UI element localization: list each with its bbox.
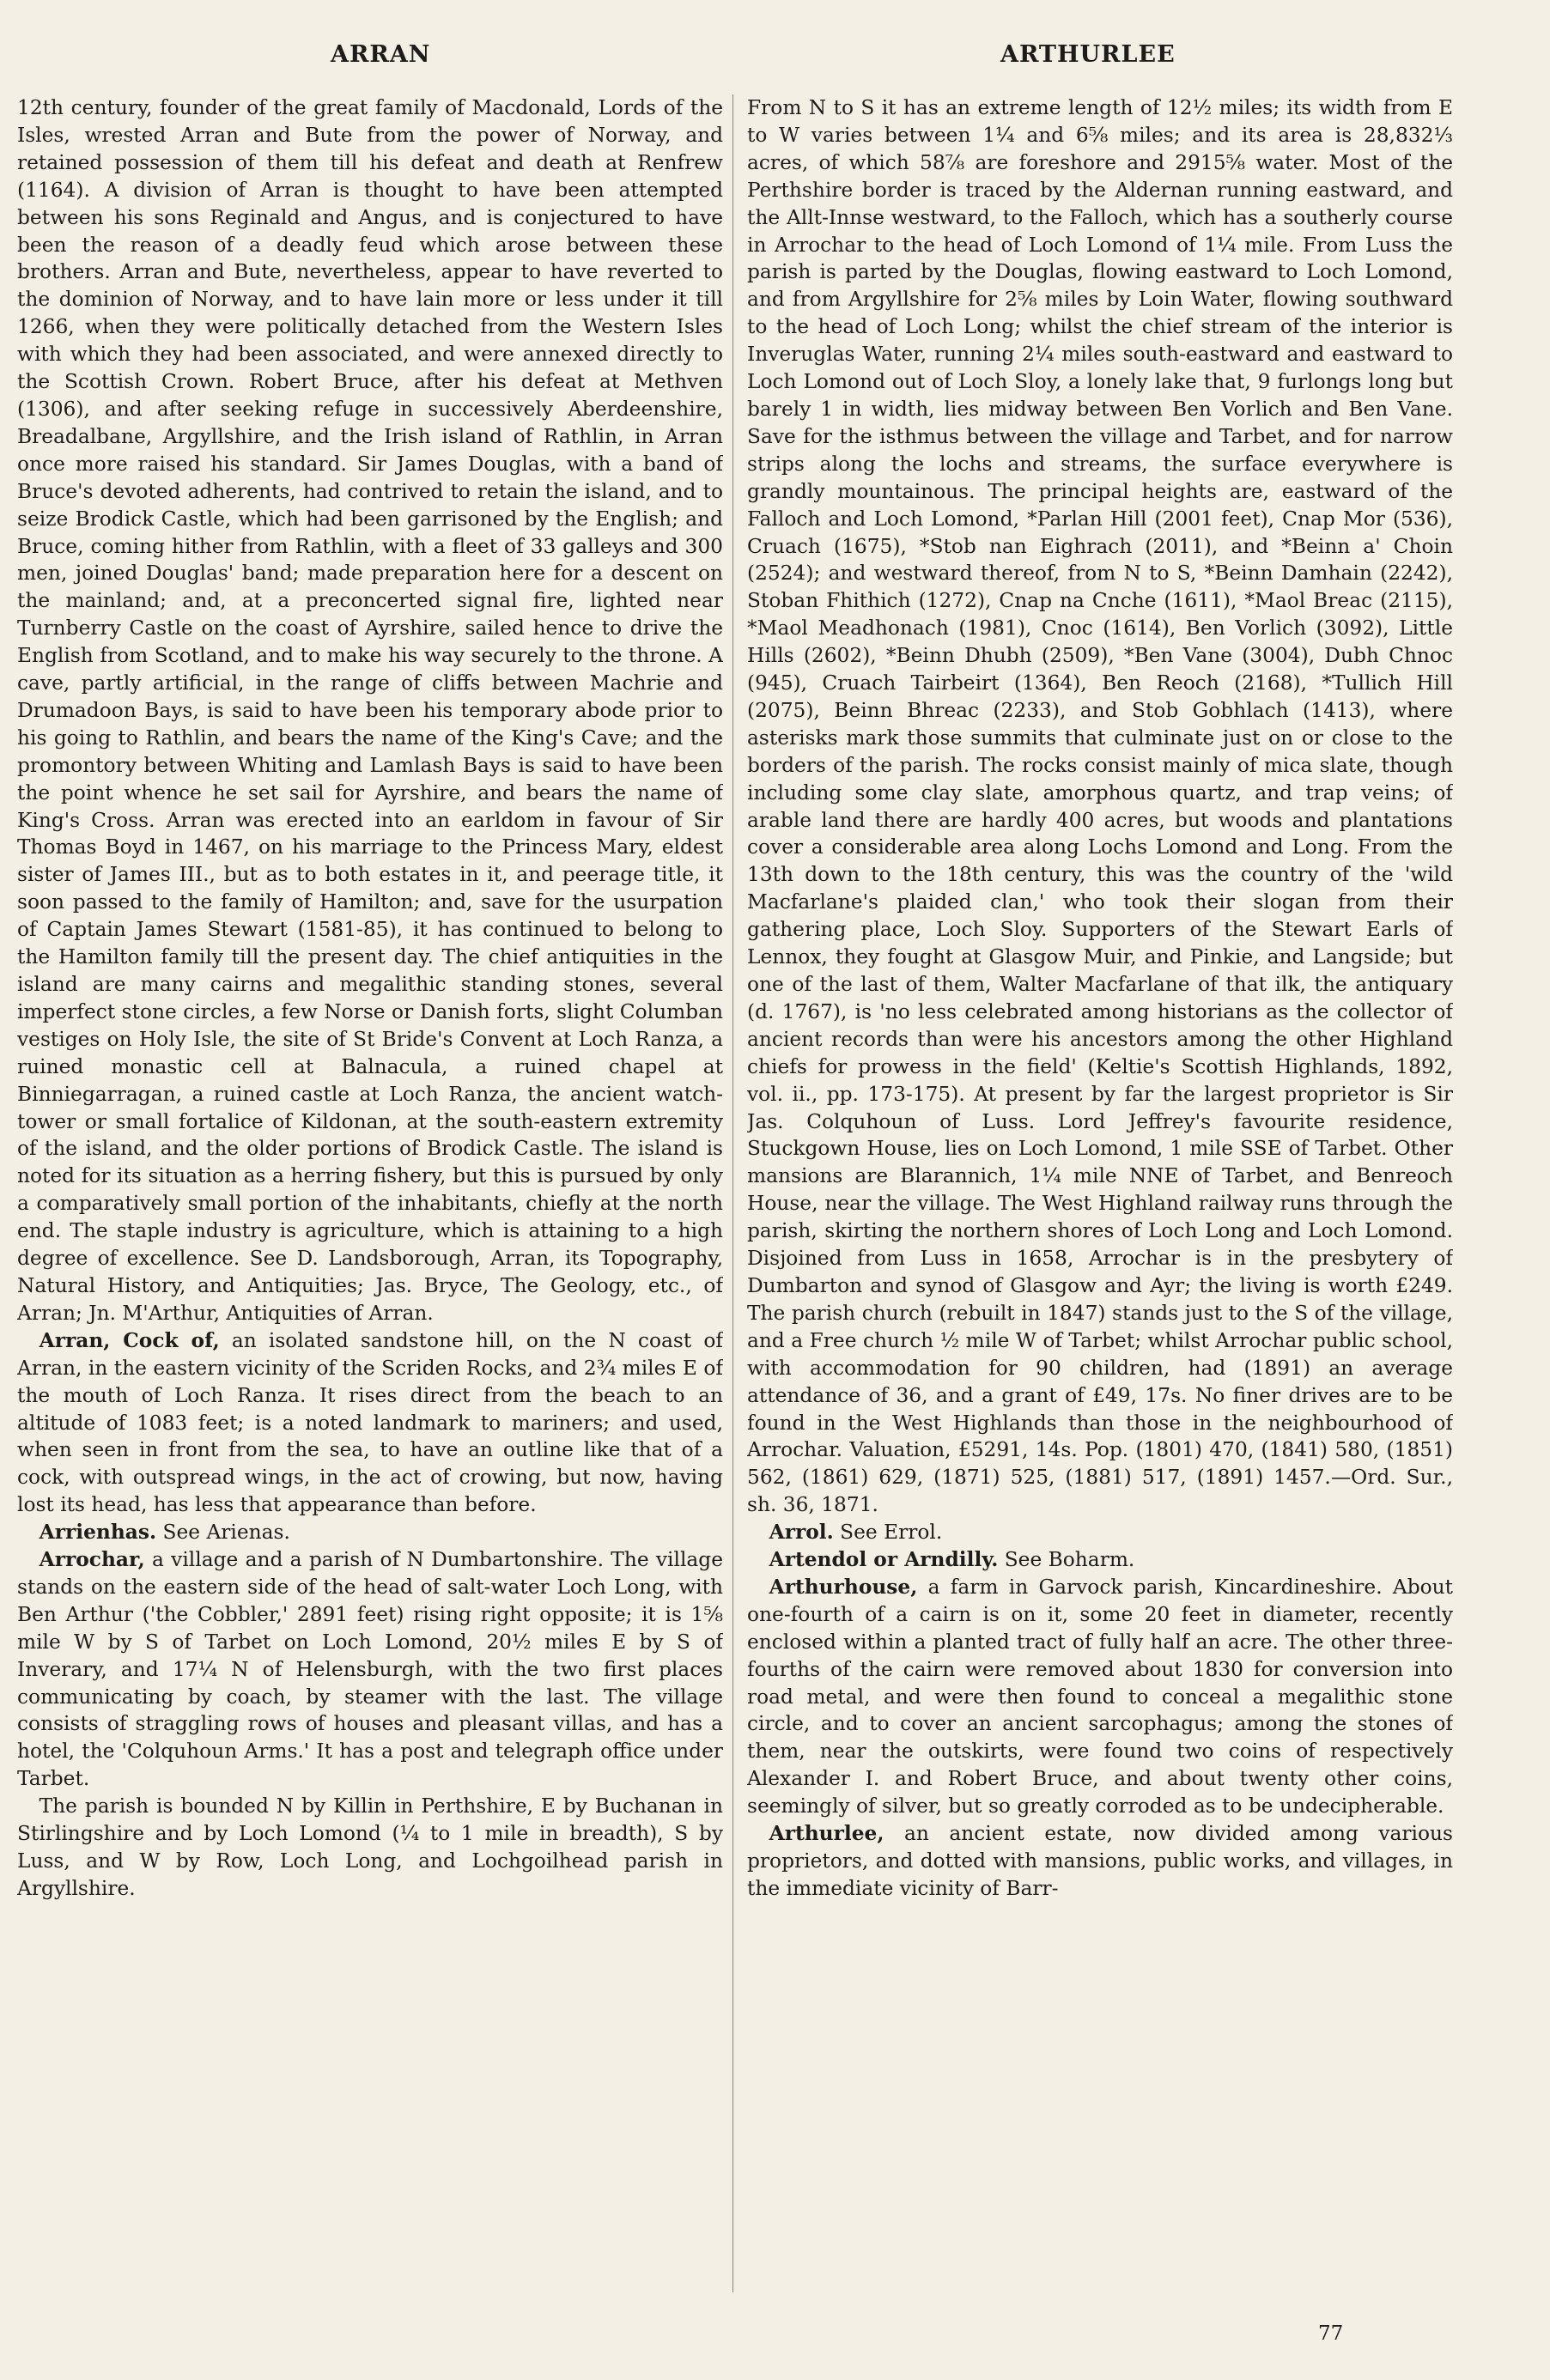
entry-text: a farm in Garvock parish, Kincardineshire. About one-fourth of a cairn is on it, some 20 feet in diameter, recently enclosed within a planted tract of fully half an acre. The other three-fourths of the cairn were removed about 1830 for conversion into road metal, and were then found to conceal a megalithic stone circle, and to cover an ancient sarcophagus; among the stones of them, near the outskirts, were found two coins of respectively Alexander I. and Robert Bruce, and about twenty other coins, seemingly of silver, but so greatly corroded as to be undecipherable. (747, 1575, 1453, 1818)
entry-paragraph (17, 1546, 723, 1793)
entry-headword: Arrochar, (39, 1548, 145, 1572)
entry-paragraph (747, 1820, 1453, 1903)
entry-paragraph (17, 1793, 723, 1903)
entry-paragraph (747, 94, 1453, 1519)
entry-text: an ancient estate, now divided among various proprietors, and dotted with mansions, public works, and villages, in the immediate vicinity of Barr- (747, 1822, 1453, 1900)
entry-headword: Arthurhouse, (769, 1575, 918, 1599)
right-column (747, 94, 1453, 2327)
page-number: 77 (1318, 2322, 1344, 2345)
entry-paragraph (747, 1546, 1453, 1574)
entry-text: From N to S it has an extreme length of 12½ miles; its width from E to W varies between 1¼ and 6⅝ miles; and its area is 28,832⅓ acres, of which 58⅞ are foreshore and 2915⅝ water. Most of the Perthshire border is traced by the Aldernan running eastward, and the Allt-Innse westward, to the Falloch, which has a southerly course in Arrochar to the head of Loch Lomond of 1¼ mile. From Luss the parish is parted by the Douglas, flowing eastward to Loch Lomond, and from Argyllshire for 2⅝ miles by Loin Water, flowing southward to the head of Loch Long; whilst the chief stream of the interior is Inveruglas Water, running 2¼ miles south-eastward and eastward to Loch Lomond out of Loch Sloy, a lonely lake that, 9 furlongs long but barely 1 in width, lies midway between Ben Vorlich and Ben Vane. Save for the isthmus between the village and Tarbet, and for narrow strips along the lochs and streams, the surface everywhere is grandly mountainous. The principal heights are, eastward of the Falloch and Loch Lomond, *Parlan Hill (2001 feet), Cnap Mor (536), Cruach (1675), *Stob nan Eighrach (2011), and *Beinn a' Choin (2524); and westward thereof, from N to S, *Beinn Damhain (2242), Stoban Fhithich (1272), Cnap na Cnche (1611), *Maol Breac (2115), *Maol Meadhonach (1981), Cnoc (1614), Ben Vorlich (3092), Little Hills (2602), *Beinn Dhubh (2509), *Ben Vane (3004), Dubh Chnoc (945), Cruach Tairbeirt (1364), Ben Reoch (2168), *Tullich Hill (2075), Beinn Bhreac (2233), and Stob Gobhlach (1413), where asterisks mark those summits that culminate just on or close to the borders of the parish. The rocks consist mainly of mica slate, though including some clay slate, amorphous quartz, and trap veins; of arable land there are hardly 400 acres, but woods and plantations cover a considerable area along Lochs Lomond and Long. From the 13th down to the 18th century, this was the country of the 'wild Macfarlane's plaided clan,' who took their slogan from their gathering place, Loch Sloy. Supporters of the Stewart Earls of Lennox, they fought at Glasgow Muir, and Pinkie, and Langside; but one of the last of them, Walter Macfarlane of that ilk, the antiquary (d. 1767), is 'no less celebrated among historians as the collector of ancient records than were his ancestors among the other Highland chiefs for prowess in the field' (Keltie's Scottish Highlands, 1892, vol. ii., pp. 173-175). At present by far the largest proprietor is Sir Jas. Colquhoun of Luss. Lord Jeffrey's favourite residence, Stuckgown House, lies on Loch Lomond, 1 mile SSE of Tarbet. Other mansions are Blarannich, 1¼ mile NNE of Tarbet, and Benreoch House, near the village. The West Highland railway runs through the parish, skirting the northern shores of Loch Long and Loch Lomond. Disjoined from Luss in 1658, Arrochar is in the presbytery of Dumbarton and synod of Glasgow and Ayr; the living is worth £249. The parish church (rebuilt in 1847) stands just to the S of the village, and a Free church ½ mile W of Tarbet; whilst Arrochar public school, with accommodation for 90 children, had (1891) an average attendance of 36, and a grant of £49, 17s. No finer drives are to be found in the West Highlands than those in the neighbourhood of Arrochar. Valuation, £5291, 14s. Pop. (1801) 470, (1841) 580, (1851) 562, (1861) 629, (1871) 525, (1881) 517, (1891) 1457.—Ord. Sur., sh. 36, 1871. (747, 96, 1453, 1517)
entry-text: See Boharm. (998, 1548, 1135, 1572)
entry-paragraph (747, 1574, 1453, 1820)
running-head-right: ARTHURLEE (1000, 41, 1176, 68)
entry-text: The parish is bounded N by Killin in Perthshire, E by Buchanan in Stirlingshire and by Loch Lomond (¼ to 1 mile in breadth), S by Luss, and W by Row, Loch Long, and Lochgoilhead parish in Argyllshire. (17, 1794, 723, 1900)
entry-text: an isolated sandstone hill, on the N coast of Arran, in the eastern vicinity of the Scriden Rocks, and 2¾ miles E of the mouth of Loch Ranza. It rises direct from the beach to an altitude of 1083 feet; is a noted landmark to mariners; and used, when seen in front from the sea, to have an outline like that of a cock, with outspread wings, in the act of crowing, but now, having lost its head, has less that appearance than before. (17, 1328, 723, 1517)
entry-paragraph (17, 94, 723, 1327)
entry-paragraph (17, 1327, 723, 1519)
entry-text: See Errol. (833, 1521, 943, 1545)
entry-headword: Arrol. (769, 1521, 834, 1545)
entry-paragraph (17, 1519, 723, 1546)
entry-headword: Arran, Cock of, (39, 1328, 220, 1352)
entry-headword: Arthurlee, (769, 1822, 884, 1846)
entry-text: 12th century, founder of the great family of Macdonald, Lords of the Isles, wrested Arran and Bute from the power of Norway, and retained possession of them till his defeat and death at Renfrew (1164). A division of Arran is thought to have been attempted between his sons Reginald and Angus, and is conjectured to have been the reason of a deadly feud which arose between these brothers. Arran and Bute, nevertheless, appear to have reverted to the dominion of Norway, and to have lain more or less under it till 1266, when they were politically detached from the Western Isles with which they had been associated, and were annexed directly to the Scottish Crown. Robert Bruce, after his defeat at Methven (1306), and after seeking refuge in successively Aberdeenshire, Breadalbane, Argyllshire, and the Irish island of Rathlin, in Arran once more raised his standard. Sir James Douglas, with a band of Bruce's devoted adherents, had contrived to retain the island, and to seize Brodick Castle, which had been garrisoned by the English; and Bruce, coming hither from Rathlin, with a fleet of 33 galleys and 300 men, joined Douglas' band; made preparation here for a descent on the mainland; and, at a preconcerted signal fire, lighted near Turnberry Castle on the coast of Ayrshire, sailed hence to drive the English from Scotland, and to make his way securely to the throne. A cave, partly artificial, in the range of cliffs between Machrie and Drumadoon Bays, is said to have been his temporary abode prior to his going to Rathlin, and bears the name of the King's Cave; and the promontory between Whiting and Lamlash Bays is said to have been the point whence he set sail for Ayrshire, and bears the name of King's Cross. Arran was erected into an earldom in favour of Sir Thomas Boyd in 1467, on his marriage to the Princess Mary, eldest sister of James III., but as to both estates in it, and peerage title, it soon passed to the family of Hamilton; and, save for the usurpation of Captain James Stewart (1581-85), it has continued to belong to the Hamilton family till the present day. The chief antiquities in the island are many cairns and megalithic standing stones, several imperfect stone circles, a few Norse or Danish forts, slight Columban vestiges on Holy Isle, the site of St Bride's Convent at Loch Ranza, a ruined monastic cell at Balnacula, a ruined chapel at Binniegarragan, a ruined castle at Loch Ranza, the ancient watch-tower or small fortalice of Kildonan, at the south-eastern extremity of the island, and the older portions of Brodick Castle. The island is noted for its situation as a herring fishery, but this is pursued by only a comparatively small portion of the inhabitants, chiefly at the north end. The staple industry is agriculture, which is attaining to a high degree of excellence. See D. Landsborough, Arran, its Topography, Natural History, and Antiquities; Jas. Bryce, The Geology, etc., of Arran; Jn. M'Arthur, Antiquities of Arran. (17, 96, 723, 1325)
running-head-left: ARRAN (331, 41, 431, 68)
column-divider (732, 94, 733, 2292)
left-column (17, 94, 723, 2327)
entry-headword: Artendol or Arndilly. (769, 1548, 999, 1572)
entry-text: See Arienas. (156, 1521, 290, 1545)
entry-text: a village and a parish of N Dumbartonshire. The village stands on the eastern side of the head of salt-water Loch Long, with Ben Arthur ('the Cobbler,' 2891 feet) rising right opposite; it is 1⅝ mile W by S of Tarbet on Loch Lomond, 20½ miles E by S of Inverary, and 17¼ N of Helensburgh, with the two first places communicating by coach, by steamer with the last. The village consists of straggling rows of houses and pleasant villas, and has a hotel, the 'Colquhoun Arms.' It has a post and telegraph office under Tarbet. (17, 1548, 723, 1791)
entry-headword: Arrienhas. (39, 1521, 157, 1545)
entry-paragraph (747, 1519, 1453, 1546)
